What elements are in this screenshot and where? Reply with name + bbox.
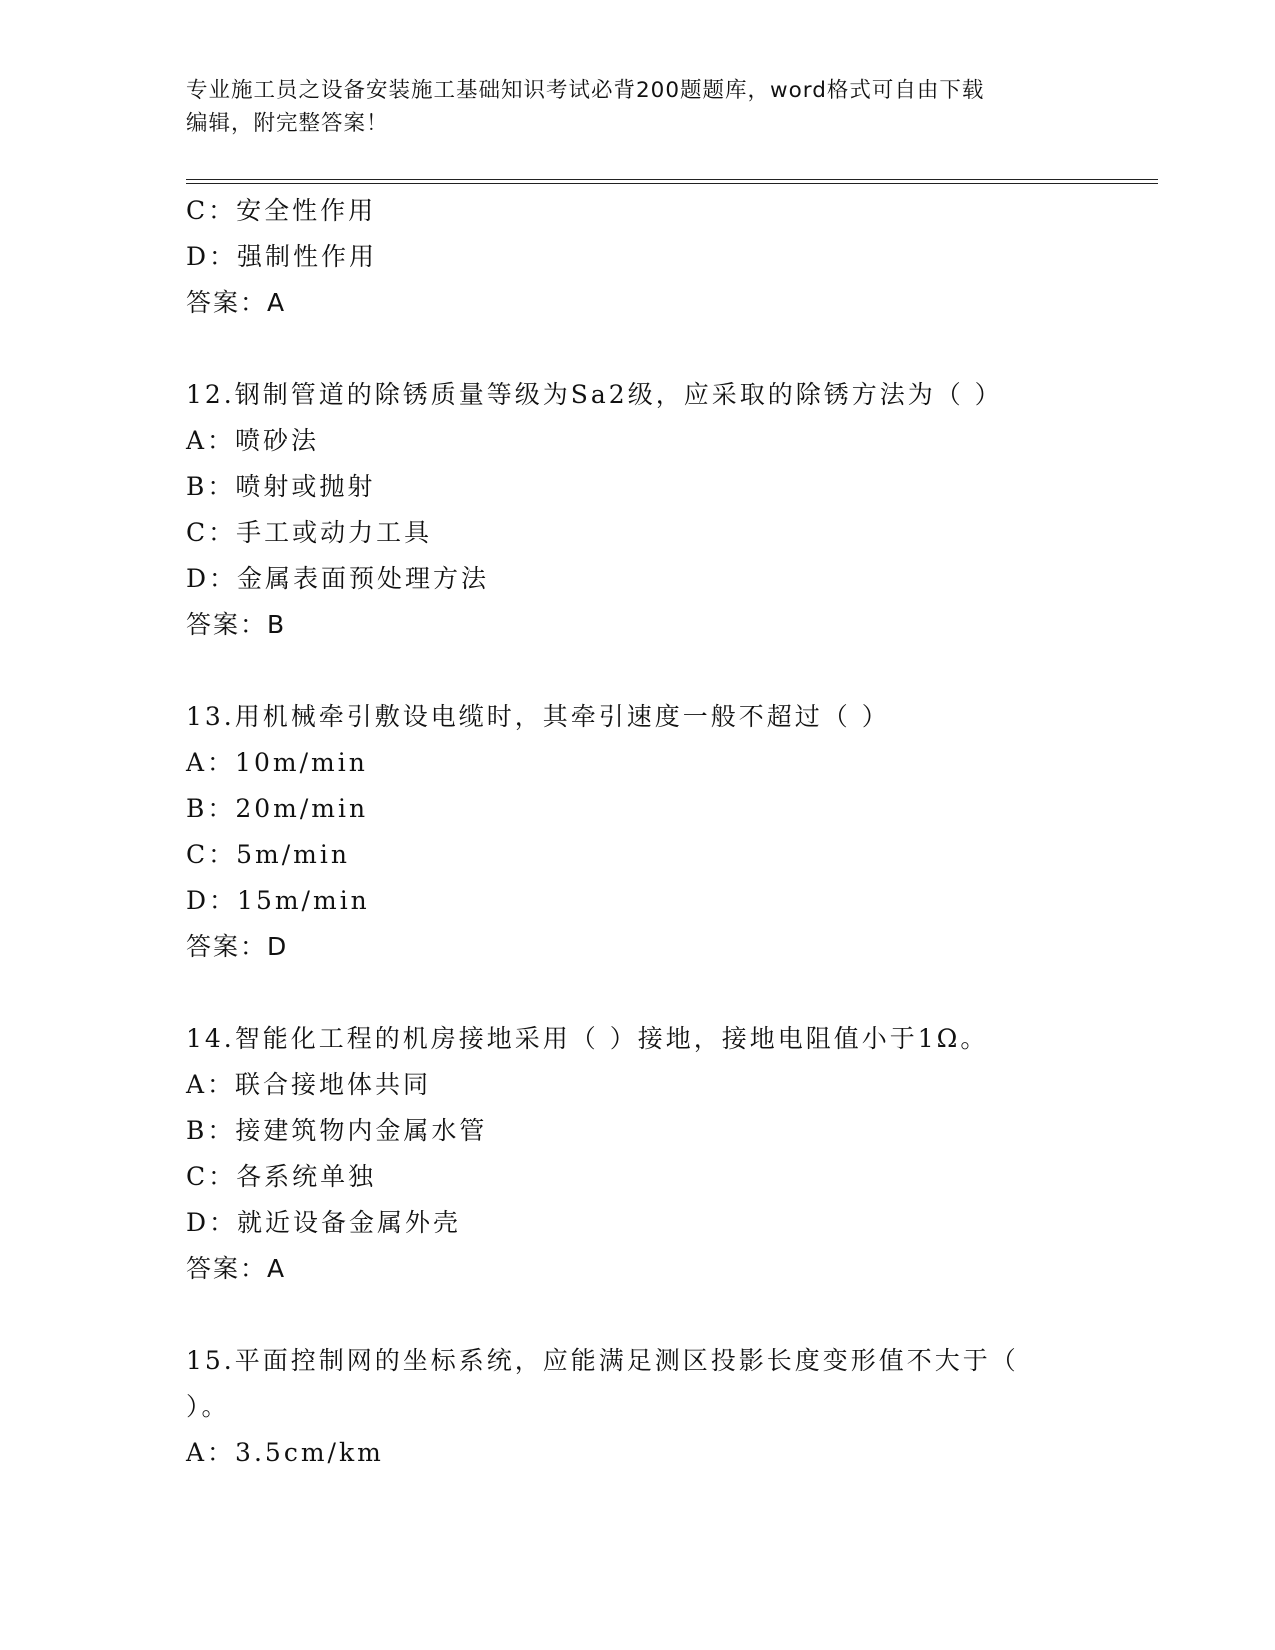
option-a: A：10m/min <box>186 748 368 777</box>
spacer <box>186 326 1106 372</box>
question-11-fragment <box>186 188 1106 326</box>
question-text: 13.用机械牵引敷设电缆时，其牵引速度一般不超过（ ） <box>186 702 890 731</box>
option-c: C：手工或动力工具 <box>186 518 433 547</box>
answer-line: 答案：A <box>186 1254 287 1283</box>
question-text-line-2: ）。 <box>186 1392 230 1421</box>
question-text-line-1: 15.平面控制网的坐标系统，应能满足测区投影长度变形值不大于（ <box>186 1346 1019 1375</box>
question-text: 14.智能化工程的机房接地采用（ ）接地，接地电阻值小于1Ω。 <box>186 1024 989 1053</box>
option-a: A：喷砂法 <box>186 426 320 455</box>
option-b: B：20m/min <box>186 794 369 823</box>
option-c: C：安全性作用 <box>186 196 377 225</box>
answer-line: 答案：D <box>186 932 289 961</box>
spacer <box>186 648 1106 694</box>
header-divider-bottom <box>186 183 1158 184</box>
option-a: A：3.5cm/km <box>186 1438 384 1467</box>
answer-line: 答案：A <box>186 288 287 317</box>
header-divider-top <box>186 179 1158 180</box>
question-12 <box>186 372 1106 648</box>
answer-line: 答案：B <box>186 610 287 639</box>
option-a: A：联合接地体共同 <box>186 1070 432 1099</box>
header-title-line-2: 编辑，附完整答案！ <box>186 111 389 136</box>
option-b: B：喷射或抛射 <box>186 472 376 501</box>
question-14 <box>186 1016 1106 1292</box>
spacer <box>186 1292 1106 1338</box>
question-13 <box>186 694 1106 970</box>
option-c: C：5m/min <box>186 840 350 869</box>
spacer <box>186 970 1106 1016</box>
option-d: D：金属表面预处理方法 <box>186 564 490 593</box>
option-d: D：强制性作用 <box>186 242 378 271</box>
document-header <box>186 74 1066 140</box>
option-b: B：接建筑物内金属水管 <box>186 1116 488 1145</box>
option-d: D：就近设备金属外壳 <box>186 1208 462 1237</box>
option-d: D：15m/min <box>186 886 370 915</box>
question-15 <box>186 1338 1106 1476</box>
option-c: C：各系统单独 <box>186 1162 377 1191</box>
question-list <box>186 188 1106 1476</box>
question-text: 12.钢制管道的除锈质量等级为Sa2级，应采取的除锈方法为（ ） <box>186 380 1003 409</box>
header-title-line-1: 专业施工员之设备安装施工基础知识考试必背200题题库，word格式可自由下载 <box>186 78 985 103</box>
